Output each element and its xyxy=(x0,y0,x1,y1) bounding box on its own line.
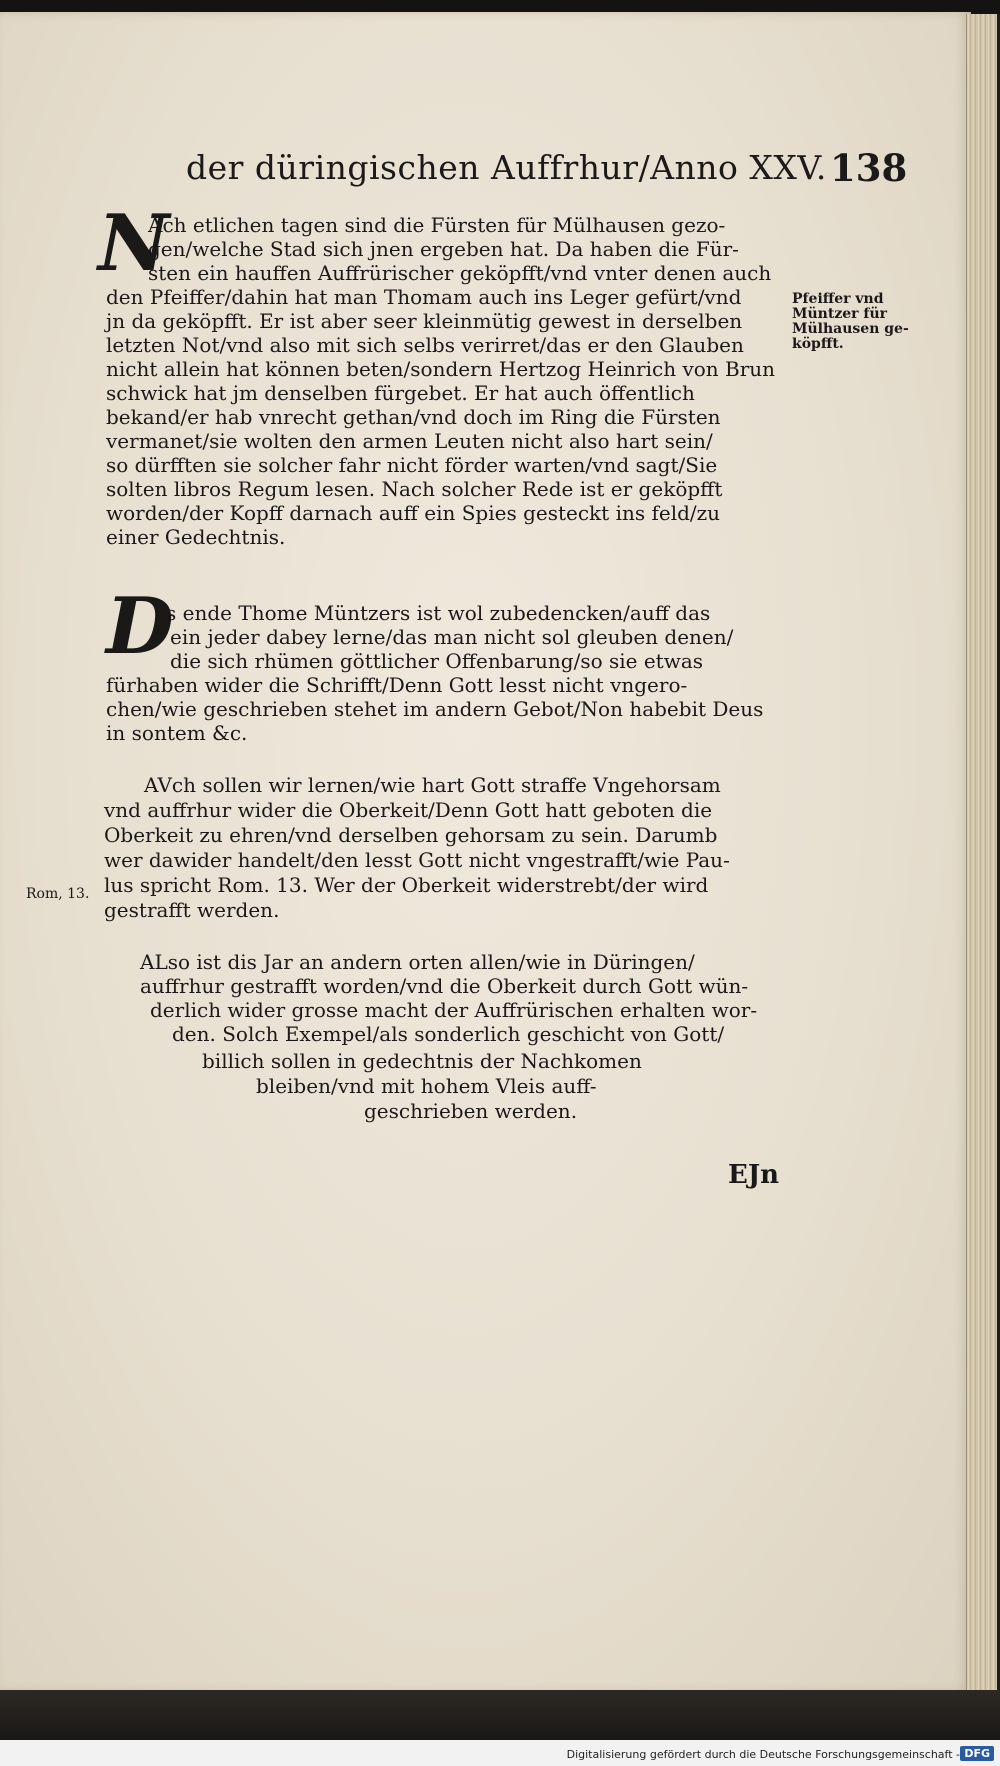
text-line: ein jeder dabey lerne/das man nicht sol gleuben denen/ xyxy=(170,625,734,649)
text-line: AVch sollen wir lernen/wie hart Gott straffe Vngehorsam xyxy=(144,773,721,797)
text-line: derlich wider grosse macht der Auffrürischen erhalten wor- xyxy=(150,998,758,1022)
text-line: so dürfften sie solcher fahr nicht förder warten/vnd sagt/Sie xyxy=(106,453,718,477)
text-line: gen/welche Stad sich jnen ergeben hat. Da haben die Für- xyxy=(148,237,739,261)
text-line: letzten Not/vnd also mit sich selbs verirret/das er den Glauben xyxy=(106,333,744,357)
text-line: auffrhur gestrafft worden/vnd die Oberkeit durch Gott wün- xyxy=(140,974,749,998)
margin-note-line: Mülhausen ge- xyxy=(792,321,909,337)
drop-capital-d: D xyxy=(106,581,174,672)
page-stack-edge xyxy=(966,14,997,1690)
text-line: den Pfeiffer/dahin hat man Thomam auch ins Leger gefürt/vnd xyxy=(106,285,742,309)
text-line: Ach etlichen tagen sind die Fürsten für Mülhausen gezo- xyxy=(148,213,726,237)
catchword: EJn xyxy=(728,1160,780,1190)
text-line: billich sollen in gedechtnis der Nachkomen xyxy=(202,1049,642,1073)
margin-note-line: köpfft. xyxy=(792,336,844,352)
text-line: worden/der Kopff darnach auff ein Spies gesteckt ins feld/zu xyxy=(106,501,721,525)
drop-capital-n: N xyxy=(98,198,170,289)
running-head: der düringischen Auffrhur/Anno XXV. xyxy=(186,148,827,187)
text-line: den. Solch Exempel/als sonderlich geschicht von Gott/ xyxy=(172,1022,725,1046)
page-number: 138 xyxy=(830,146,908,190)
text-line: chen/wie geschrieben stehet im andern Gebot/Non habebit Deus xyxy=(106,697,764,721)
margin-note-line: Müntzer für xyxy=(792,306,888,322)
text-line: jn da geköpfft. Er ist aber seer kleinmütig gewest in derselben xyxy=(106,309,743,333)
text-line: gestrafft werden. xyxy=(104,898,280,922)
text-line: wer dawider handelt/den lesst Gott nicht vngestrafft/wie Pau- xyxy=(104,848,730,872)
text-line: in sontem &c. xyxy=(106,721,248,745)
text-line: einer Gedechtnis. xyxy=(106,525,286,549)
margin-note-line: Pfeiffer vnd xyxy=(792,291,884,307)
text-line: sten ein hauffen Auffrürischer geköpfft/vnd vnter denen auch xyxy=(148,261,772,285)
text-line: solten libros Regum lesen. Nach solcher Rede ist er geköpfft xyxy=(106,477,723,501)
text-line: schwick hat jm denselben fürgebet. Er hat auch öffentlich xyxy=(106,381,695,405)
text-line: lus spricht Rom. 13. Wer der Oberkeit widerstrebt/der wird xyxy=(104,873,709,897)
scan-bottom-shadow xyxy=(0,1690,1000,1740)
margin-reference: Rom, 13. xyxy=(26,886,90,902)
text-line: bleiben/vnd mit hohem Vleis auff- xyxy=(256,1074,597,1098)
dfg-logo: DFG xyxy=(960,1746,994,1761)
text-line: vermanet/sie wolten den armen Leuten nicht also hart sein/ xyxy=(106,429,713,453)
text-line: nicht allein hat können beten/sondern Hertzog Heinrich von Brun xyxy=(106,357,776,381)
funding-credit: Digitalisierung gefördert durch die Deutsche Forschungsgemeinschaft - xyxy=(566,1748,960,1761)
text-line: fürhaben wider die Schrifft/Denn Gott lesst nicht vngero- xyxy=(106,673,688,697)
text-line: vnd auffrhur wider die Oberkeit/Denn Gott hatt geboten die xyxy=(104,798,713,822)
text-line: die sich rhümen göttlicher Offenbarung/so sie etwas xyxy=(170,649,704,673)
text-line: ALso ist dis Jar an andern orten allen/wie in Düringen/ xyxy=(140,950,695,974)
text-line: bekand/er hab vnrecht gethan/vnd doch im Ring die Fürsten xyxy=(106,405,721,429)
text-line: Oberkeit zu ehren/vnd derselben gehorsam zu sein. Darumb xyxy=(104,823,718,847)
text-line: geschrieben werden. xyxy=(364,1099,578,1123)
text-line: Js ende Thome Müntzers ist wol zubedencken/auff das xyxy=(158,601,711,625)
